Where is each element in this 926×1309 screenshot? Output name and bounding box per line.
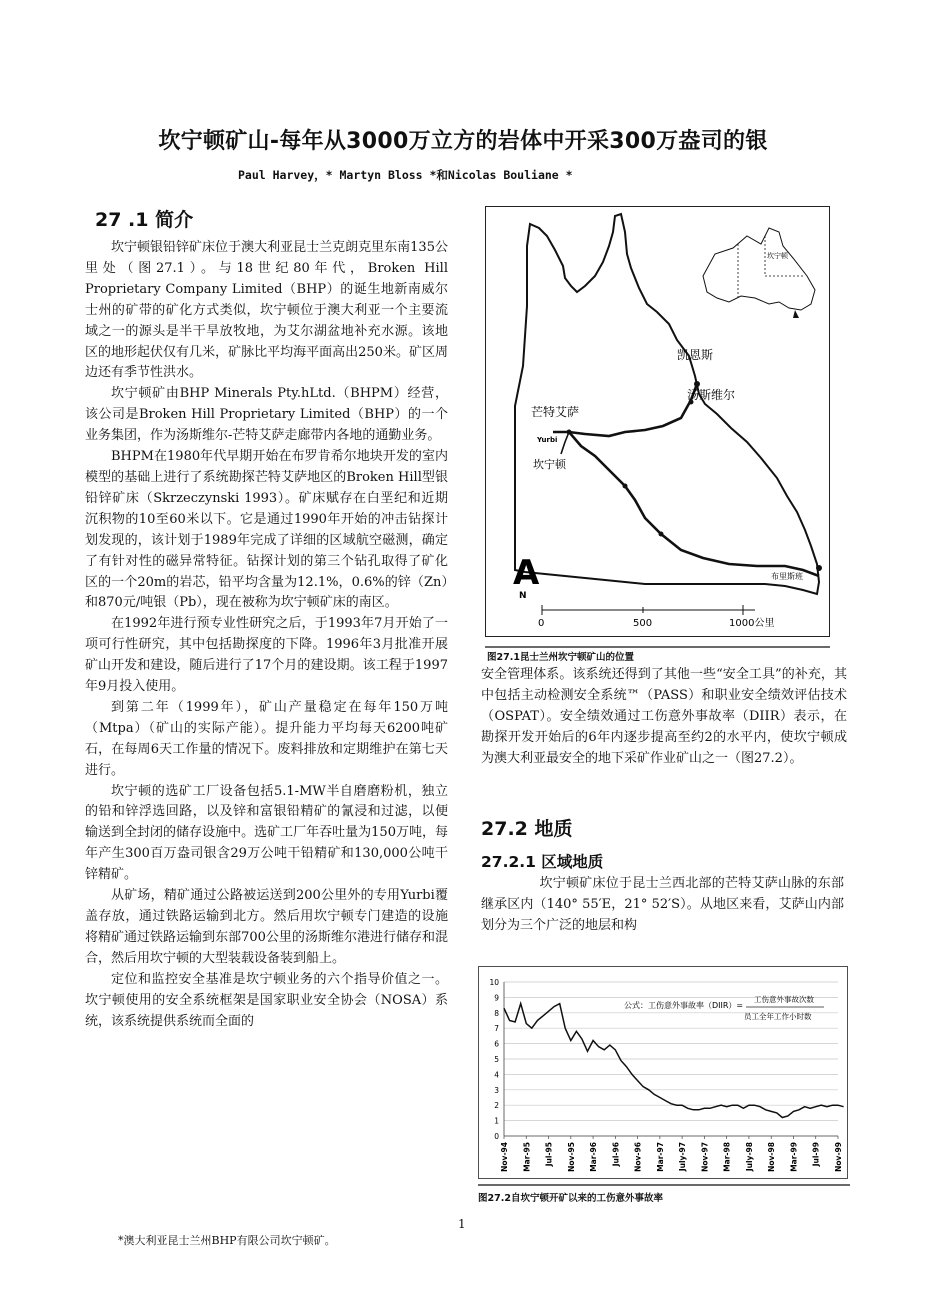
x-tick-label: Mar-98 (722, 1142, 732, 1172)
label-cairns: 凯恩斯 (677, 348, 714, 362)
x-tick-label: Nov-97 (700, 1142, 710, 1172)
y-tick-label: 10 (489, 978, 499, 987)
label-cannington: 坎宁顿 (533, 458, 566, 471)
x-tick-label: Nov-98 (767, 1142, 777, 1172)
y-tick-label: 8 (494, 1008, 499, 1018)
section-heading-intro: 27 .1 简介 (95, 209, 194, 231)
y-tick-label: 4 (494, 1070, 499, 1080)
diir-chart-figure (478, 966, 850, 1188)
x-tick-label: Mar-99 (789, 1142, 799, 1172)
page-number: 1 (458, 1217, 466, 1231)
label-brisbane: 布里斯班 (771, 572, 803, 581)
x-tick-label: Mar-96 (589, 1142, 599, 1172)
inset-label: 坎宁顿 (767, 252, 788, 260)
y-tick-label: 0 (494, 1132, 499, 1141)
x-tick-label: Nov-95 (566, 1142, 576, 1172)
scale-tick-label: 500 (633, 618, 653, 629)
paragraph: 坎宁顿矿由BHP Minerals Pty.hLtd.（BHPM）经营，该公司是Broken Hill Proprietary Limited（BHP）的一个业务集团，作为汤斯维尔-芒特艾萨走廊带内各地的通勤业务。 (85, 386, 448, 444)
x-tick-label: Mar-95 (522, 1142, 532, 1172)
x-tick-label: Jul-95 (544, 1142, 554, 1167)
map-caption: 图27.1昆士兰州坎宁顿矿山的位置 (487, 652, 634, 663)
scale-tick-label: 0 (538, 618, 545, 629)
safety-continuation (481, 665, 847, 770)
x-tick-label: July-98 (744, 1142, 754, 1172)
regional-geology-body (481, 874, 844, 937)
x-tick-label: Nov-96 (633, 1142, 643, 1172)
x-tick-label: Nov-94 (500, 1142, 509, 1172)
x-tick-label: Jul-99 (811, 1142, 821, 1167)
y-tick-label: 3 (494, 1085, 499, 1095)
scale-tick-label: 1000公里 (729, 618, 775, 629)
footnote: *澳大利亚昆士兰州BHP有限公司坎宁顿矿。 (118, 1234, 336, 1247)
queensland-map (485, 206, 830, 652)
section-heading-geology: 27.2 地质 (481, 818, 573, 840)
y-tick-label: 1 (494, 1116, 499, 1126)
x-tick-label: Mar-97 (655, 1142, 665, 1172)
paragraph: BHPM在1980年代早期开始在布罗肯希尔地块开发的室内模型的基础上进行了系统勘探芒特艾萨地区的Broken Hill型银铅锌矿床（Skrzeczynski 1993）。矿床赋存在白垩纪和近期沉积物的10至60米以下。它是通过1990年开始的冲击钻探计划发现的，该计划于1989年完成了详细的区域航空磁测，确定了有针对性的磁异常特征。钻探计划的第三个钻孔取得了矿化区的一个20m的岩芯，铅平均含量为12.1%，0.6%的锌（Zn）和870元/吨银（Pb），现在被称为坎宁顿矿床的南区。 (85, 449, 448, 611)
authors: Paul Harvey，* Martyn Bloss *和Nicolas Bouliane * (238, 168, 573, 182)
formula-denominator: 员工全年工作小时数 (744, 1012, 812, 1021)
x-tick-label: July-97 (678, 1142, 688, 1172)
y-tick-label: 6 (494, 1039, 499, 1049)
map-figure (485, 206, 830, 652)
x-tick-label: Nov-99 (834, 1142, 843, 1172)
y-tick-label: 7 (494, 1024, 499, 1034)
paragraph: 到第二年（1999年），矿山产量稳定在每年150万吨（Mtpa）（矿山的实际产能）。提升能力平均每天6200吨矿石，在每周6天工作量的情况下。废料排放和定期维护在第七天进行。 (85, 699, 448, 778)
page-title: 坎宁顿矿山-每年从3000万立方的岩体中开采300万盎司的银 (158, 129, 768, 154)
chart-caption: 图27.2自坎宁顿开矿以来的工伤意外事故率 (478, 1193, 663, 1204)
paragraph: 从矿场，精矿通过公路被运送到200公里外的专用Yurbi覆盖存放，通过铁路运输到北方。然后用坎宁顿专门建造的设施将精矿通过铁路运输到东部700公里的汤斯维尔港进行储存和混合，然后用坎宁顿的大型装载设备装到船上。 (85, 888, 448, 966)
intro-body (85, 238, 448, 1032)
paragraph: 在1992年进行预专业性研究之后，于1993年7月开始了一项可行性研究，其中包括勘探度的下降。1996年3月批准开展矿山开发和建设，随后进行了17个月的建设期。该工程于1997年9月投入使用。 (85, 616, 448, 695)
subsection-heading-regional: 27.2.1 区域地质 (481, 853, 604, 871)
label-mount-isa: 芒特艾萨 (531, 405, 580, 419)
formula-prefix: 公式：工伤意外事故率（DIIR）= (624, 1001, 744, 1010)
paragraph: 坎宁顿矿床位于昆士兰西北部的芒特艾萨山脉的东部继承区内（140° 55′E，21° 52′S）。从地区来看，艾萨山内部划分为三个广泛的地层和构 (481, 876, 844, 933)
label-yurbi: Yurbi (537, 436, 558, 444)
north-label: N (519, 591, 527, 601)
formula-numerator: 工伤意外事故次数 (754, 995, 814, 1004)
paragraph: 安全管理体系。该系统还得到了其他一些“安全工具”的补充，其中包括主动检测安全系统™（PASS）和职业安全绩效评估技术（OSPAT）。安全绩效通过工伤意外事故率（DIIR）表示，在勘探开发开始后的6年内逐步提高至约2的水平内，使坎宁顿成为澳大利亚最安全的地下采矿作业矿山之一（图27.2）。 (481, 667, 847, 766)
north-arrow-icon: A (513, 553, 540, 593)
paragraph: 定位和监控安全基准是坎宁顿业务的六个指导价值之一。坎宁顿使用的安全系统框架是国家职业安全协会（NOSA）系统，该系统提供系统而全面的 (85, 971, 448, 1029)
label-townsville: 汤斯维尔 (687, 388, 736, 402)
y-tick-label: 2 (494, 1101, 499, 1111)
y-tick-label: 5 (494, 1055, 499, 1064)
y-tick-label: 9 (494, 993, 499, 1003)
diir-chart (478, 966, 850, 1188)
paragraph: 坎宁顿的选矿工厂设备包括5.1-MW半自磨磨粉机，独立的铅和锌浮选回路，以及锌和富银铅精矿的氰浸和过滤，以便输送到全封闭的储存设施中。选矿工厂年吞吐量为150万吨，每年产生300百万盎司银含29万公吨干铅精矿和130,000公吨干锌精矿。 (85, 783, 448, 883)
x-tick-label: Jul-96 (611, 1142, 621, 1167)
paragraph: 坎宁顿银铅锌矿床位于澳大利亚昆士兰克朗克里东南135公里处（图27.1）。与18世纪80年代，Broken Hill Proprietary Company Limited（BHP）的诞生地新南威尔士州的矿带的矿化方式类似，坎宁顿位于澳大利亚一个主要流域之一的源头是半干旱放牧地，为艾尔湖盆地补充水源。该地区的地形起伏仅有几米，矿脉比平均海平面高出250米。矿区周边还有季节性洪水。 (85, 240, 448, 381)
